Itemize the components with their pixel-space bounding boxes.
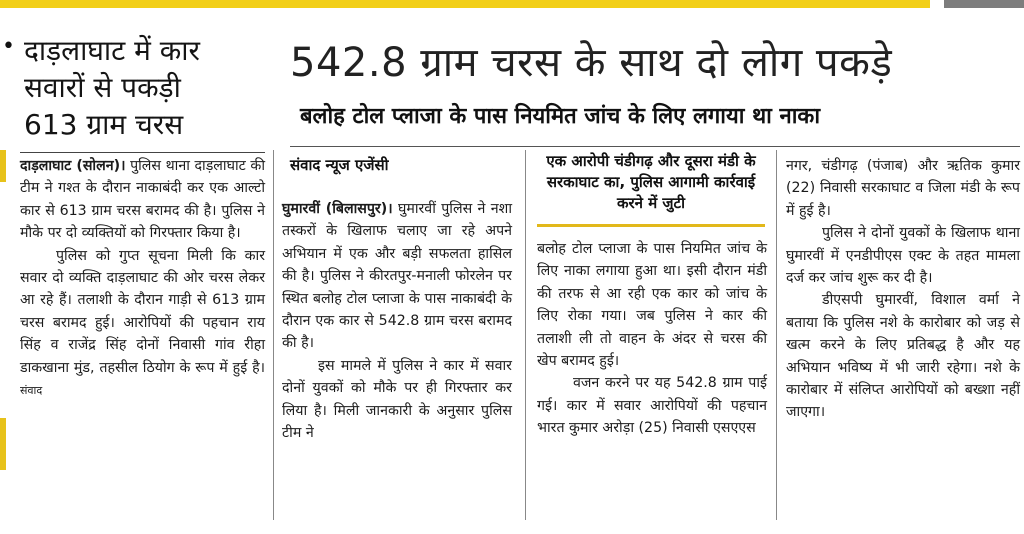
side-headline-line: सवारों से पकड़ी bbox=[24, 71, 181, 104]
main-col2-para-1: घुमारवीं पुलिस ने नशा तस्करों के खिलाफ चलाए जा रहे अपने अभियान में एक और बड़ी सफलता हासिल की है। पुलिस ने कीरतपुर-मनाली फोरलेन पर स्थित बलोह टोल प्लाजा के पास नाकाबंदी के दौरान एक कार से 542.8 ग्राम चरस बरामद की है। bbox=[282, 201, 512, 352]
main-dateline: घुमारवीं (बिलासपुर)। bbox=[282, 201, 393, 217]
side-para-1: पुलिस थाना दाड़लाघाट की टीम ने गश्त के दौरान नाकाबंदी कर एक आल्टो कार से 613 ग्राम चरस बरामद की है। पुलिस ने मौके पर दो व्यक्तियों को गिरफ्तार किया है। bbox=[20, 158, 265, 242]
column-divider bbox=[525, 150, 526, 520]
callout-underline bbox=[537, 224, 765, 227]
main-headline: 542.8 ग्राम चरस के साथ दो लोग पकड़े bbox=[290, 40, 893, 86]
column-divider bbox=[273, 150, 274, 520]
bullet-icon: • bbox=[2, 34, 15, 59]
main-col4-para-1: नगर, चंडीगढ़ (पंजाब) और ऋतिक कुमार (22) निवासी सरकाघाट व जिला मंडी के रूप में हुई है। bbox=[786, 158, 1020, 219]
side-para-2: पुलिस को गुप्त सूचना मिली कि कार सवार दो व्यक्ति दाड़लाघाट की ओर चरस लेकर आ रहे हैं। तलाशी के दौरान गाड़ी से 613 ग्राम चरस बरामद हुई। आरोपियों की पहचान राय सिंह व राजेंद्र सिंह दोनों निवासी गांव रीहा डाकखाना मुंड, तहसील ठियोग के रूप में हुई है। bbox=[20, 247, 265, 376]
side-credit: संवाद bbox=[20, 384, 43, 398]
side-story-headline bbox=[24, 32, 264, 143]
main-col4-para-3: डीएसपी घुमारवीं, विशाल वर्मा ने बताया कि पुलिस नशे के कारोबार को जड़ से खत्म करने के लिए प्रतिबद्ध है और यह अभियान भविष्य में भी जारी रहेगा। नशे के कारोबार में संलिप्त आरोपियों को बख्शा नहीं जाएगा। bbox=[786, 292, 1020, 421]
top-color-bar bbox=[0, 0, 1024, 10]
main-col2-para-2: इस मामले में पुलिस ने कार में सवार दोनों युवकों को मौके पर ही गिरफ्तार कर लिया है। मिली जानकारी के अनुसार पुलिस टीम ने bbox=[282, 357, 512, 442]
main-subheadline: बलोह टोल प्लाजा के पास नियमित जांच के लिए लगाया था नाका bbox=[300, 104, 821, 129]
main-col4-para-2: पुलिस ने दोनों युवकों के खिलाफ थाना घुमारवीं में एनडीपीएस एक्ट के तहत मामला दर्ज कर जांच शुरू कर दी है। bbox=[786, 225, 1020, 287]
left-edge-mark bbox=[0, 418, 6, 470]
main-col3-para-2: वजन करने पर यह 542.8 ग्राम पाई गई। कार में सवार आरोपियों की पहचान भारत कुमार अरोड़ा (25) निवासी एसएएस bbox=[537, 375, 767, 437]
main-col-4 bbox=[786, 155, 1020, 424]
side-headline-rule bbox=[20, 152, 265, 153]
main-col-2 bbox=[282, 198, 512, 444]
subheadline-rule bbox=[290, 146, 1020, 147]
byline: संवाद न्यूज एजेंसी bbox=[290, 156, 389, 174]
side-story-body bbox=[20, 155, 265, 402]
left-edge-mark bbox=[0, 150, 6, 182]
side-dateline: दाड़लाघाट (सोलन)। bbox=[20, 158, 126, 174]
callout-box: एक आरोपी चंडीगढ़ और दूसरा मंडी के सरकाघाट का, पुलिस आगामी कार्रवाई करने में जुटी bbox=[546, 152, 756, 212]
top-yellow-band bbox=[0, 0, 930, 8]
side-headline-line: दाड़लाघाट में कार bbox=[24, 34, 201, 67]
main-col-3 bbox=[537, 238, 767, 440]
top-grey-band bbox=[944, 0, 1024, 8]
side-headline-line: 613 ग्राम चरस bbox=[24, 108, 184, 141]
column-divider bbox=[776, 150, 777, 520]
main-col3-para-1: बलोह टोल प्लाजा के पास नियमित जांच के लिए नाका लगाया हुआ था। इसी दौरान मंडी की तरफ से आ रही एक कार को जांच के लिए रोका गया। जब पुलिस ने कार की तलाशी ली तो वाहन के अंदर से चरस की खेप बरामद हुई। bbox=[537, 241, 767, 370]
